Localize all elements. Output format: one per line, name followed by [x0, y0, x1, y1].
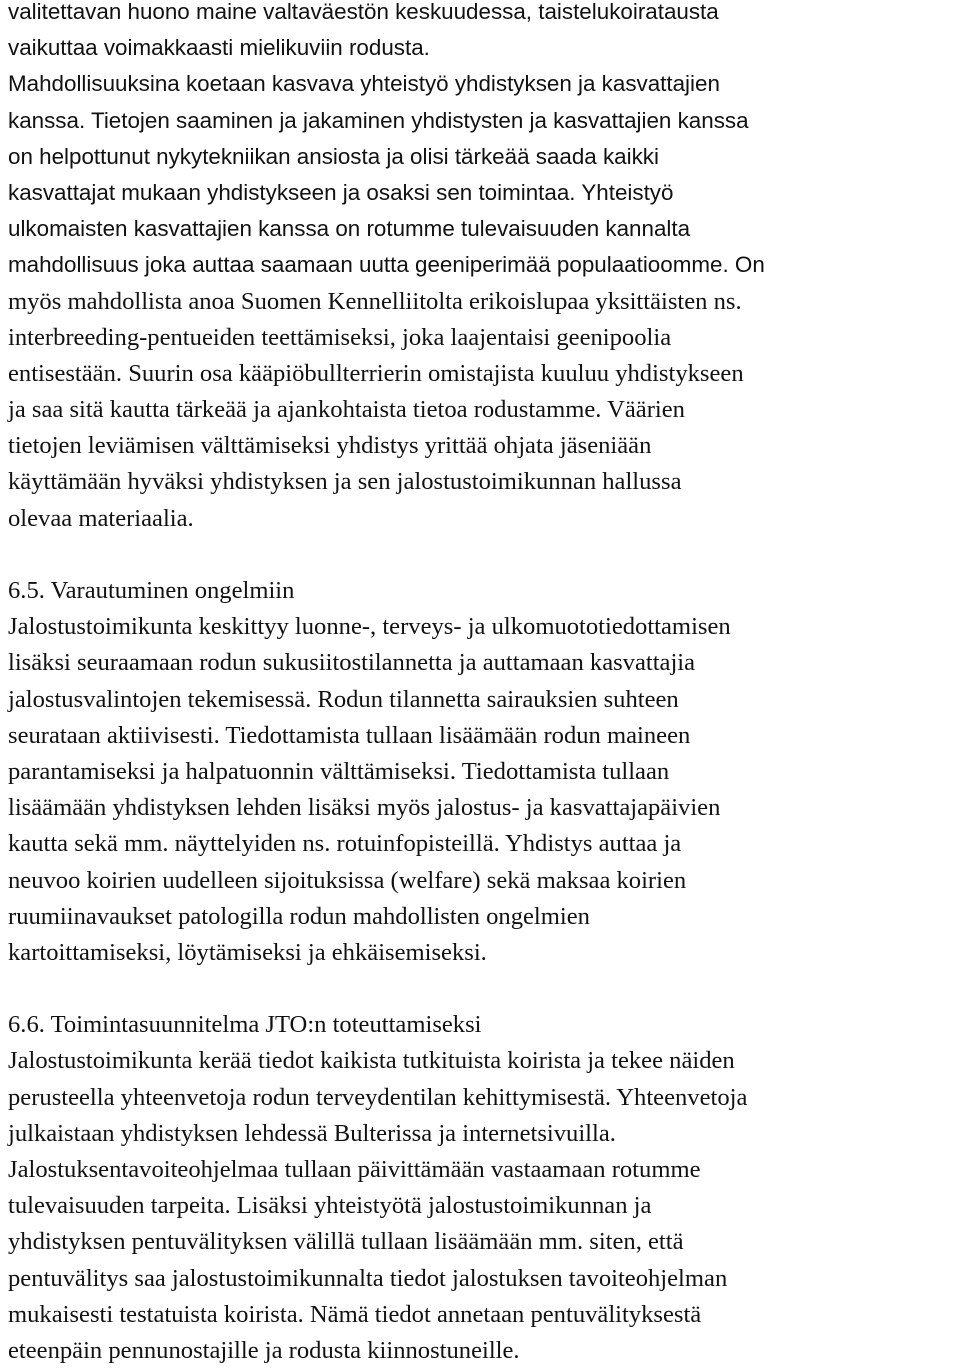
text-line: ja saa sitä kautta tärkeää ja ajankohtaista tietoa rodustamme. Väärien: [8, 396, 685, 424]
text-line: Jalostuksentavoiteohjelmaa tullaan päivittämään vastaamaan rotumme: [8, 1156, 701, 1183]
text-line: tietojen leviämisen välttämiseksi yhdistys yrittää ohjata jäseniään: [8, 432, 652, 460]
text-line: kautta sekä mm. näyttelyiden ns. rotuinfopisteillä. Yhdistys auttaa ja: [8, 830, 682, 858]
text-line: eteenpäin pennunostajille ja rodusta kiinnostuneille.: [8, 1336, 520, 1364]
paragraph-gap: [8, 537, 954, 573]
section-heading: 6.6. Toimintasuunnitelma JTO:n toteuttamiseksi: [8, 1011, 482, 1039]
document-page: [8, 0, 954, 1369]
text-line: olevaa materiaalia.: [8, 504, 194, 532]
section-6-6: [8, 1007, 954, 1369]
paragraph-gap: [8, 971, 954, 1007]
text-line: interbreeding-pentueiden teettämiseksi, joka laajentaisi geenipoolia: [8, 323, 672, 351]
text-line: julkaistaan yhdistyksen lehdessä Bulterissa ja internetsivuilla.: [8, 1119, 616, 1147]
text-line: kartoittamiseksi, löytämiseksi ja ehkäisemiseksi.: [8, 938, 487, 966]
text-line: mahdollisuus joka auttaa saamaan uutta geeniperimää populaatioomme. On: [8, 252, 765, 278]
text-line: perusteella yhteenvetoja rodun terveydentilan kehittymisestä. Yhteenvetoja: [8, 1083, 748, 1111]
text-line: lisäksi seuraamaan rodun sukusiitostilannetta ja auttamaan kasvattajia: [8, 649, 696, 677]
text-line: ruumiinavaukset patologilla rodun mahdollisten ongelmien: [8, 902, 590, 930]
text-line: yhdistyksen pentuvälityksen välillä tullaan lisäämään mm. siten, että: [8, 1228, 684, 1256]
text-line: kanssa. Tietojen saaminen ja jakaminen yhdistysten ja kasvattajien kanssa: [8, 107, 749, 133]
section-6-5: [8, 573, 954, 971]
section-heading: 6.5. Varautuminen ongelmiin: [8, 577, 295, 604]
intro-paragraph: [8, 0, 954, 537]
text-line: tulevaisuuden tarpeita. Lisäksi yhteistyötä jalostustoimikunnan ja: [8, 1192, 652, 1220]
text-line: kasvattajat mukaan yhdistykseen ja osaksi sen toimintaa. Yhteistyö: [8, 179, 674, 205]
text-line: pentuvälitys saa jalostustoimikunnalta tiedot jalostuksen tavoiteohjelman: [8, 1264, 728, 1292]
text-line: valitettavan huono maine valtaväestön keskuudessa, taistelukoiratausta: [8, 0, 719, 24]
text-line: käyttämään hyväksi yhdistyksen ja sen jalostustoimikunnan hallussa: [8, 468, 682, 496]
text-line: jalostusvalintojen tekemisessä. Rodun tilannetta sairauksien suhteen: [8, 685, 679, 713]
text-line: vaikuttaa voimakkaasti mielikuviin rodusta.: [8, 35, 430, 61]
text-line: ulkomaisten kasvattajien kanssa on rotumme tulevaisuuden kannalta: [8, 216, 691, 242]
text-line: neuvoo koirien uudelleen sijoituksissa (welfare) sekä maksaa koirien: [8, 866, 687, 894]
text-line: on helpottunut nykytekniikan ansiosta ja olisi tärkeää saada kaikki: [8, 143, 659, 169]
text-line: mukaisesti testatuista koirista. Nämä tiedot annetaan pentuvälityksestä: [8, 1300, 702, 1328]
text-line: seurataan aktiivisesti. Tiedottamista tullaan lisäämään rodun maineen: [8, 721, 691, 749]
text-line: myös mahdollista anoa Suomen Kennelliitolta erikoislupaa yksittäisten ns.: [8, 287, 742, 315]
text-line: Jalostustoimikunta keskittyy luonne-, terveys- ja ulkomuototiedottamisen: [8, 613, 731, 641]
text-line: Jalostustoimikunta kerää tiedot kaikista tutkituista koirista ja tekee näiden: [8, 1047, 735, 1075]
text-line: Mahdollisuuksina koetaan kasvava yhteistyö yhdistyksen ja kasvattajien: [8, 71, 720, 97]
text-line: parantamiseksi ja halpatuonnin välttämiseksi. Tiedottamista tullaan: [8, 757, 670, 785]
text-line: lisäämään yhdistyksen lehden lisäksi myös jalostus- ja kasvattajapäivien: [8, 794, 721, 822]
text-line: entisestään. Suurin osa kääpiöbullterrierin omistajista kuuluu yhdistykseen: [8, 359, 744, 387]
